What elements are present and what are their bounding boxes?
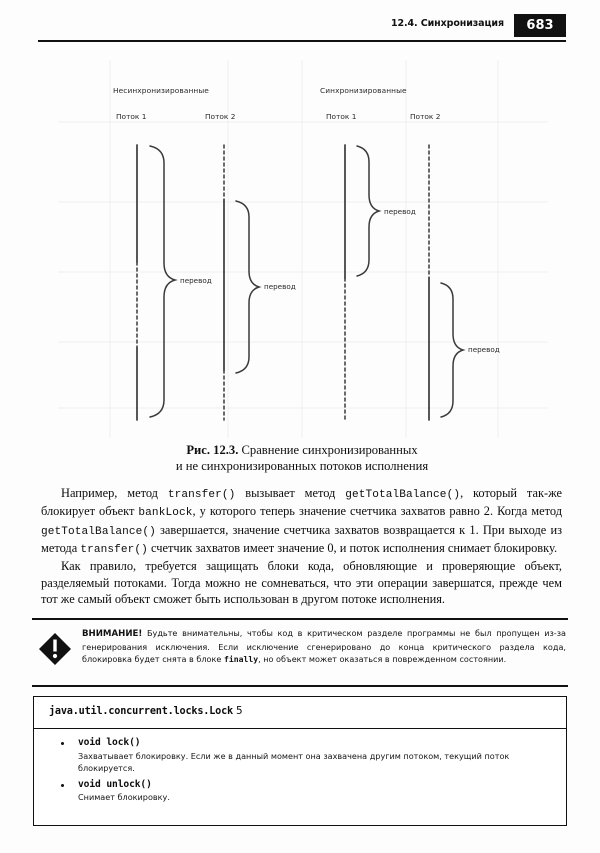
figure-column-sync-thread1: Поток 1 — [326, 112, 357, 121]
warning-rule-top — [32, 618, 568, 620]
code-transfer-2: transfer() — [80, 544, 148, 557]
api-method-description: Захватывает блокировку. Если же в данный момент она захвачена другим потоком, текущий поток блокируется. — [78, 750, 510, 773]
api-method-signature: void unlock() — [78, 778, 152, 790]
page-number: 683 — [526, 18, 554, 33]
unsync-thread1-brace — [150, 146, 175, 417]
api-version-label — [233, 705, 243, 717]
sync-thread1-brace — [357, 146, 379, 276]
code-transfer-1: transfer() — [167, 489, 236, 501]
figure-brace-label-unsync-thread2: перевод — [264, 282, 296, 291]
api-method-item — [48, 779, 552, 804]
figure-caption — [38, 443, 566, 474]
code-gettotalbalance-1: getTotalBalance() — [345, 489, 461, 501]
paragraph-2: Как правило, требуется защищать блоки кода, обновляющие и проверяющие объект, разделяемый потоками. Тогда можно не сомневаться, что эти операции завершатся, прежде чем тот же самый объект сможет быть использован в другом потоке исполнения. — [41, 559, 562, 607]
figure-brace-label-unsync-thread1: перевод — [180, 276, 212, 285]
bullet-icon — [61, 742, 64, 745]
figure-brace-label-sync-thread1: перевод — [384, 207, 416, 216]
api-box-header — [34, 697, 566, 729]
api-method-list — [34, 729, 566, 809]
api-method-item — [48, 737, 552, 774]
section-title: 12.4. Синхронизация — [390, 18, 504, 29]
api-method-signature: void lock() — [78, 737, 141, 748]
p1-seg5: завершается, значение счетчика захватов возвращается к 1. При выходе из метода — [41, 522, 562, 556]
page-header — [38, 14, 566, 44]
sync-thread2-brace — [441, 283, 463, 417]
figure-column-unsync-thread2: Поток 2 — [205, 112, 236, 121]
p1-seg6: счетчик захватов имеет значение 0, и поток исполнения снимает блокировку. — [147, 541, 558, 556]
header-rule — [38, 40, 566, 42]
p1-seg1: Например, метод — [61, 486, 168, 500]
bullet-icon — [61, 784, 64, 787]
api-reference-box — [33, 696, 567, 826]
figure-group-label-synchronized: Синхронизированные — [320, 86, 407, 95]
figure-12-3 — [58, 60, 548, 438]
code-finally: finally — [223, 654, 259, 665]
figure-group-label-unsynchronized: Несинхронизированные — [113, 86, 209, 95]
code-gettotalbalance-2: getTotalBalance() — [41, 525, 156, 538]
warning-text — [82, 627, 566, 666]
api-method-description: Снимает блокировку. — [78, 792, 170, 803]
warning-exclamation-icon — [38, 632, 72, 666]
figure-column-unsync-thread1: Поток 1 — [116, 112, 147, 121]
warning-lead: ВНИМАНИЕ! — [82, 629, 143, 639]
warning-seg1: Будьте внимательны, чтобы код в критическом разделе программы не был пропущен из-за генерирования исключения. Если исключение сгенерировано до конца критического раздела кода, блокировка будет снята в блоке — [82, 628, 566, 665]
unsync-thread2-brace — [236, 201, 259, 373]
code-banklock: bankLock — [138, 507, 193, 520]
warning-rule-bottom — [32, 685, 568, 687]
p1-seg2: вызывает метод — [235, 486, 346, 500]
figure-caption-line2: и не синхронизированных потоков исполнения — [175, 458, 429, 473]
api-version-value: 5 — [236, 705, 243, 717]
body-text — [41, 485, 562, 607]
figure-caption-line1 — [38, 443, 566, 459]
paragraph-1 — [41, 485, 562, 558]
warning-seg2: , но объект может оказаться в поврежденном состоянии. — [258, 654, 507, 665]
figure-brace-label-sync-thread2: перевод — [468, 345, 500, 354]
p1-seg4: , у которого теперь значение счетчика захватов равно 2. Когда метод — [192, 504, 562, 519]
p1-seg3: , который так-же блокирует объект — [41, 486, 563, 519]
figure-column-sync-thread2: Поток 2 — [410, 112, 441, 121]
figure-caption-title: Сравнение синхронизированных — [238, 443, 418, 457]
api-class-name — [49, 705, 242, 717]
page-number-box — [514, 14, 566, 37]
api-class-label: java.util.concurrent.locks.Lock — [49, 706, 233, 717]
figure-caption-number: Рис. 12.3. — [186, 443, 239, 457]
